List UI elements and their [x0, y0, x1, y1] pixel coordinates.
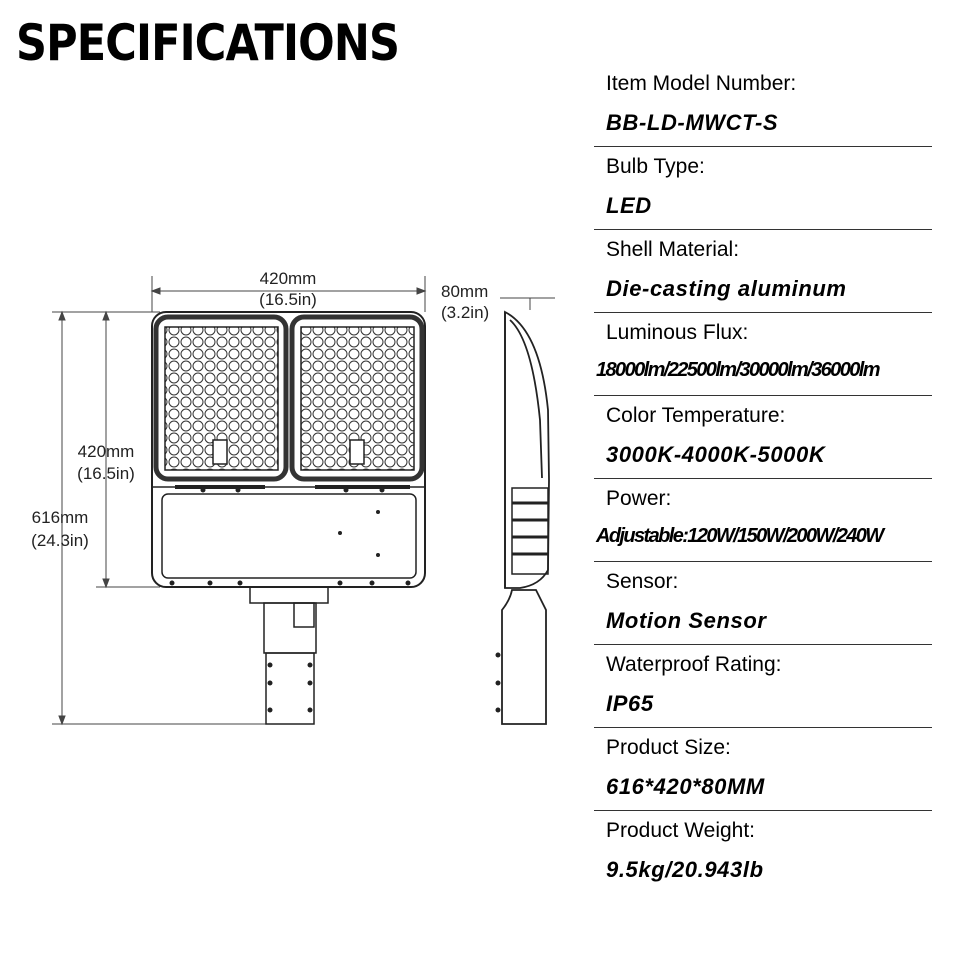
- spec-row: [594, 645, 932, 728]
- front-view: [152, 312, 425, 724]
- depth-dimension: [500, 298, 555, 310]
- spec-row: [594, 313, 932, 396]
- page-title: SPECIFICATIONS: [16, 14, 400, 72]
- spec-row: [594, 811, 932, 894]
- spec-value: BB-LD-MWCT-S: [606, 110, 779, 135]
- spec-row: [594, 64, 932, 147]
- spec-row: [594, 396, 932, 479]
- side-view: [496, 312, 550, 724]
- depth-mm-label: 80mm: [441, 282, 489, 301]
- width-mm-label: 420mm: [259, 269, 317, 288]
- spec-value: 18000lm/22500lm/30000lm/36000lm: [596, 359, 879, 381]
- head-height-in-label: (16.5in): [77, 464, 135, 483]
- spec-label: Product Weight:: [606, 819, 756, 842]
- spec-label: Item Model Number:: [606, 72, 797, 95]
- head-height-mm-label: 420mm: [77, 442, 135, 461]
- spec-value: 3000K-4000K-5000K: [606, 442, 826, 467]
- spec-label: Bulb Type:: [606, 155, 705, 178]
- spec-row: [594, 479, 932, 562]
- spec-value: Die-casting aluminum: [606, 276, 847, 301]
- spec-row: [594, 562, 932, 645]
- spec-value: LED: [606, 193, 652, 218]
- spec-value: 9.5kg/20.943lb: [606, 857, 764, 882]
- spec-value: Adjustable:120W/150W/200W/240W: [596, 525, 883, 547]
- spec-value: Motion Sensor: [606, 608, 767, 633]
- spec-label: Luminous Flux:: [606, 321, 749, 344]
- spec-label: Shell Material:: [606, 238, 740, 261]
- spec-value: 616*420*80MM: [606, 774, 765, 799]
- spec-row: [594, 147, 932, 230]
- total-height-in-label: (24.3in): [31, 531, 89, 550]
- spec-label: Color Temperature:: [606, 404, 786, 427]
- spec-label: Waterproof Rating:: [606, 653, 782, 676]
- spec-row: [594, 230, 932, 313]
- spec-label: Product Size:: [606, 736, 731, 759]
- total-height-mm-label: 616mm: [31, 508, 89, 527]
- spec-label: Power:: [606, 487, 672, 510]
- spec-row: [594, 728, 932, 811]
- width-in-label: (16.5in): [259, 290, 317, 309]
- depth-in-label: (3.2in): [441, 303, 490, 322]
- spec-list: [594, 64, 932, 894]
- spec-value: IP65: [606, 691, 654, 716]
- spec-label: Sensor:: [606, 570, 679, 593]
